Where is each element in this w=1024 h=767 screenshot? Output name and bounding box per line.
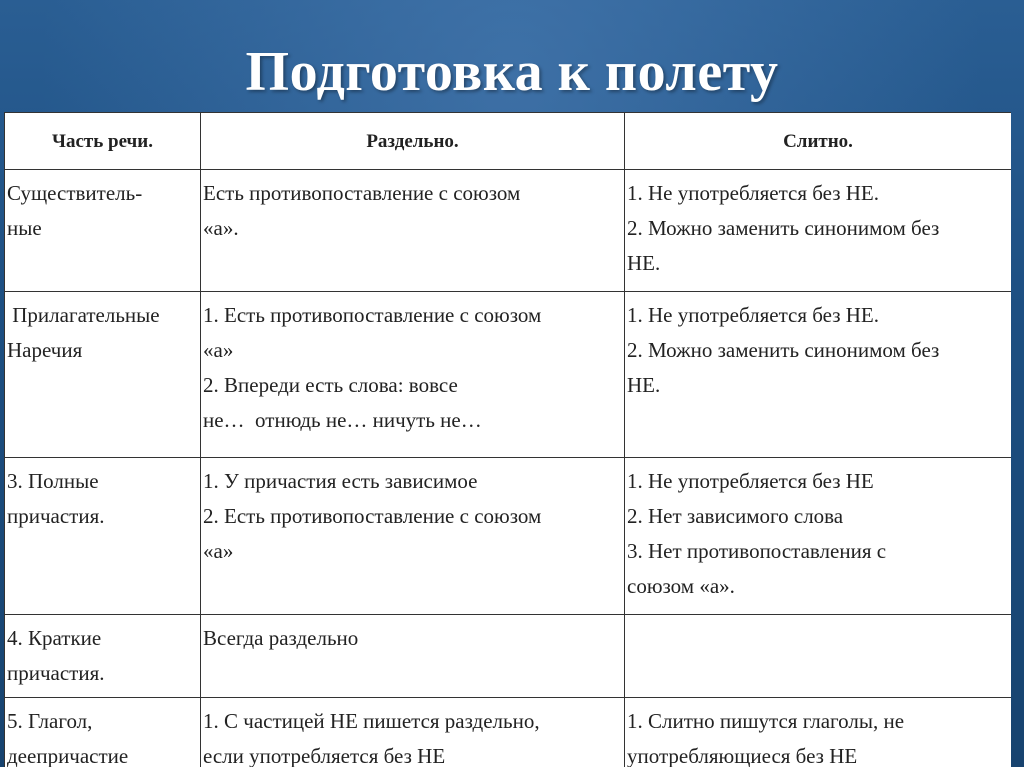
table-row xyxy=(5,698,1012,767)
cell-line: 1. Есть противопоставление с союзом xyxy=(203,303,542,327)
cell-line: ные xyxy=(7,216,42,240)
cell-part-of-speech xyxy=(5,698,201,767)
cell-line: Есть противопоставление с союзом xyxy=(203,181,521,205)
cell-line: 1. С частицей НЕ пишется раздельно, xyxy=(203,709,540,733)
cell-separate xyxy=(201,615,625,698)
cell-line: НЕ. xyxy=(627,251,661,275)
cell-line: Существитель- xyxy=(7,181,143,205)
cell-line: 4. Краткие xyxy=(7,626,102,650)
cell-line: если употребляется без НЕ xyxy=(203,744,446,767)
cell-part-of-speech xyxy=(5,170,201,292)
cell-joined xyxy=(625,170,1012,292)
cell-line: причастия. xyxy=(7,504,105,528)
cell-part-of-speech xyxy=(5,615,201,698)
cell-line: «а» xyxy=(203,338,234,362)
cell-line: «а» xyxy=(203,539,234,563)
cell-separate xyxy=(201,170,625,292)
table-header-row xyxy=(5,113,1012,170)
cell-line: «а». xyxy=(203,216,239,240)
cell-part-of-speech xyxy=(5,292,201,458)
table-row xyxy=(5,170,1012,292)
cell-line: 2. Можно заменить синонимом без xyxy=(627,216,940,240)
cell-line: 3. Полные xyxy=(7,469,99,493)
table-row xyxy=(5,615,1012,698)
cell-line: 1. Слитно пишутся глаголы, не xyxy=(627,709,905,733)
header-part-of-speech: Часть речи. xyxy=(5,113,201,170)
cell-line: 1. У причастия есть зависимое xyxy=(203,469,478,493)
cell-separate xyxy=(201,698,625,767)
cell-line: Всегда раздельно xyxy=(203,626,359,650)
cell-line: деепричастие xyxy=(7,744,129,767)
cell-line: 5. Глагол, xyxy=(7,709,93,733)
cell-line: 2. Впереди есть слова: вовсе xyxy=(203,373,458,397)
cell-line: 1. Не употребляется без НЕ. xyxy=(627,303,880,327)
cell-line: 1. Не употребляется без НЕ. xyxy=(627,181,880,205)
cell-line: причастия. xyxy=(7,661,105,685)
cell-line: не… отнюдь не… ничуть не… xyxy=(203,408,482,432)
cell-line: НЕ. xyxy=(627,373,661,397)
header-separate: Раздельно. xyxy=(201,113,625,170)
cell-joined xyxy=(625,458,1012,615)
cell-joined xyxy=(625,292,1012,458)
cell-line: употребляющиеся без НЕ xyxy=(627,744,858,767)
cell-separate xyxy=(201,292,625,458)
cell-line: Наречия xyxy=(7,338,83,362)
rules-table-container xyxy=(4,112,1011,767)
cell-line: 1. Не употребляется без НЕ xyxy=(627,469,874,493)
cell-line: 2. Нет зависимого слова xyxy=(627,504,844,528)
slide-title: Подготовка к полету xyxy=(245,41,779,103)
cell-joined xyxy=(625,615,1012,698)
header-joined: Слитно. xyxy=(625,113,1012,170)
cell-line: союзом «а». xyxy=(627,574,735,598)
cell-line: 3. Нет противопоставления с xyxy=(627,539,887,563)
cell-part-of-speech xyxy=(5,458,201,615)
cell-line: Прилагательные xyxy=(7,303,160,327)
table-row xyxy=(5,458,1012,615)
cell-line: 2. Можно заменить синонимом без xyxy=(627,338,940,362)
cell-joined xyxy=(625,698,1012,767)
cell-separate xyxy=(201,458,625,615)
table-row xyxy=(5,292,1012,458)
cell-line: 2. Есть противопоставление с союзом xyxy=(203,504,542,528)
rules-table xyxy=(4,112,1011,767)
